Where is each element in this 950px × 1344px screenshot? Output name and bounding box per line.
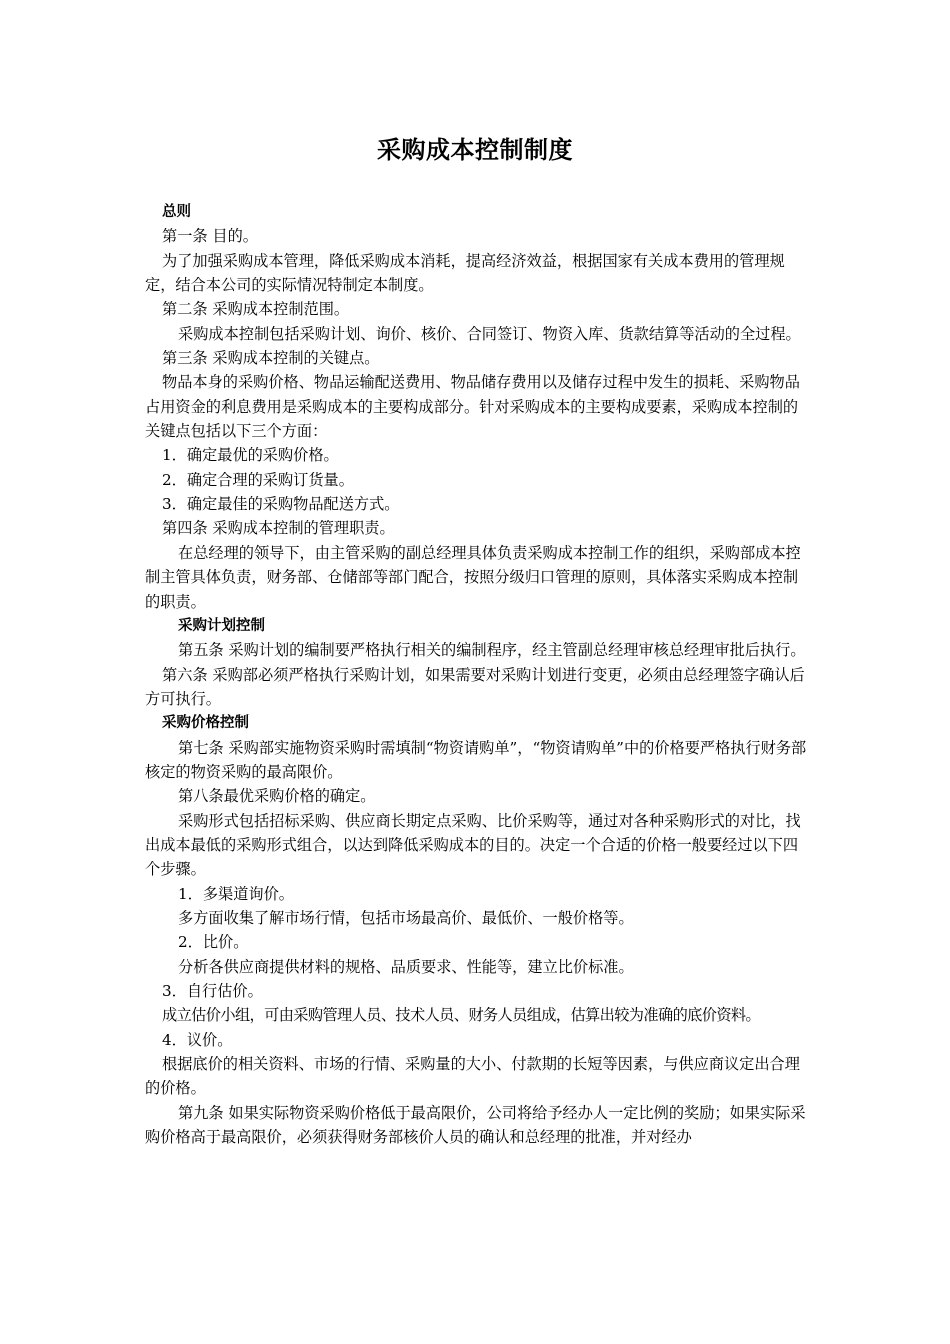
article-6-text: 第六条 采购部必须严格执行采购计划，如果需要对采购计划进行变更，必须由总经理签字确认后方可执行。 [145, 665, 805, 708]
article-7-text: 第七条 采购部实施物资采购时需填制“物资请购单”，“物资请购单”中的价格要严格执行财务部核定的物资采购的最高限价。 [145, 738, 807, 781]
article-8-text: 采购形式包括招标采购、供应商长期定点采购、比价采购等，通过对各种采购形式的对比，找出成本最低的采购形式组合，以达到降低采购成本的目的。决定一个合适的价格一般要经过以下四个步骤。 [145, 811, 801, 879]
article-9-text: 第九条 如果实际物资采购价格低于最高限价，公司将给予经办人一定比例的奖励；如果实际采购价格高于最高限价，必须获得财务部核价人员的确认和总经理的批准，并对经办 [145, 1103, 806, 1147]
section-heading-plan-control: 采购计划控制 [178, 617, 265, 634]
step-2-text: 分析各供应商提供材料的规格、品质要求、性能等，建立比价标准。 [178, 957, 634, 976]
list-item: 3．确定最佳的采购物品配送方式。 [162, 495, 400, 514]
list-item: 1．多渠道询价。 [178, 884, 294, 903]
list-item: 3．自行估价。 [162, 982, 263, 1000]
step-4-text: 根据底价的相关资料、市场的行情、采购量的大小、付款期的长短等因素，与供应商议定出合理的价格。 [145, 1055, 800, 1098]
step-1-text: 多方面收集了解市场行情，包括市场最高价、最低价、一般价格等。 [178, 908, 634, 927]
article-8-heading: 第八条最优采购价格的确定。 [178, 787, 376, 806]
article-2-text: 采购成本控制包括采购计划、询价、核价、合同签订、物资入库、货款结算等活动的全过程。 [178, 324, 801, 343]
article-5-text: 第五条 采购计划的编制要严格执行相关的编制程序，经主管副总经理审核总经理审批后执行。 [178, 641, 806, 660]
article-2-heading: 第二条 采购成本控制范围。 [162, 300, 350, 319]
document-body [145, 200, 811, 1149]
section-heading-general: 总则 [162, 204, 191, 220]
list-item: 4．议价。 [162, 1030, 233, 1049]
article-3-text: 物品本身的采购价格、物品运输配送费用、物品储存费用以及储存过程中发生的损耗、采购物品占用资金的利息费用是采购成本的主要构成部分。针对采购成本的主要构成要素，采购成本控制的关键点包括以下三个方面： [145, 373, 800, 441]
article-4-text: 在总经理的领导下，由主管采购的副总经理具体负责采购成本控制工作的组织，采购部成本控制主管具体负责，财务部、仓储部等部门配合，按照分级归口管理的原则，具体落实采购成本控制的职责。 [145, 543, 801, 611]
section-heading-price-control: 采购价格控制 [162, 715, 249, 732]
article-1-text: 为了加强采购成本管理，降低采购成本消耗，提高经济效益，根据国家有关成本费用的管理规定，结合本公司的实际情况特制定本制度。 [145, 251, 785, 295]
article-3-heading: 第三条 采购成本控制的关键点。 [162, 349, 380, 368]
list-item: 2．比价。 [178, 933, 249, 952]
list-item: 2．确定合理的采购订货量。 [162, 470, 354, 489]
article-1-heading: 第一条 目的。 [162, 227, 258, 246]
list-item: 1．确定最优的采购价格。 [162, 446, 339, 465]
article-4-heading: 第四条 采购成本控制的管理职责。 [162, 519, 395, 538]
step-3-text: 成立估价小组，可由采购管理人员、技术人员、财务人员组成，估算出较为准确的底价资料。 [162, 1006, 761, 1025]
document-title: 采购成本控制制度 [377, 136, 573, 164]
